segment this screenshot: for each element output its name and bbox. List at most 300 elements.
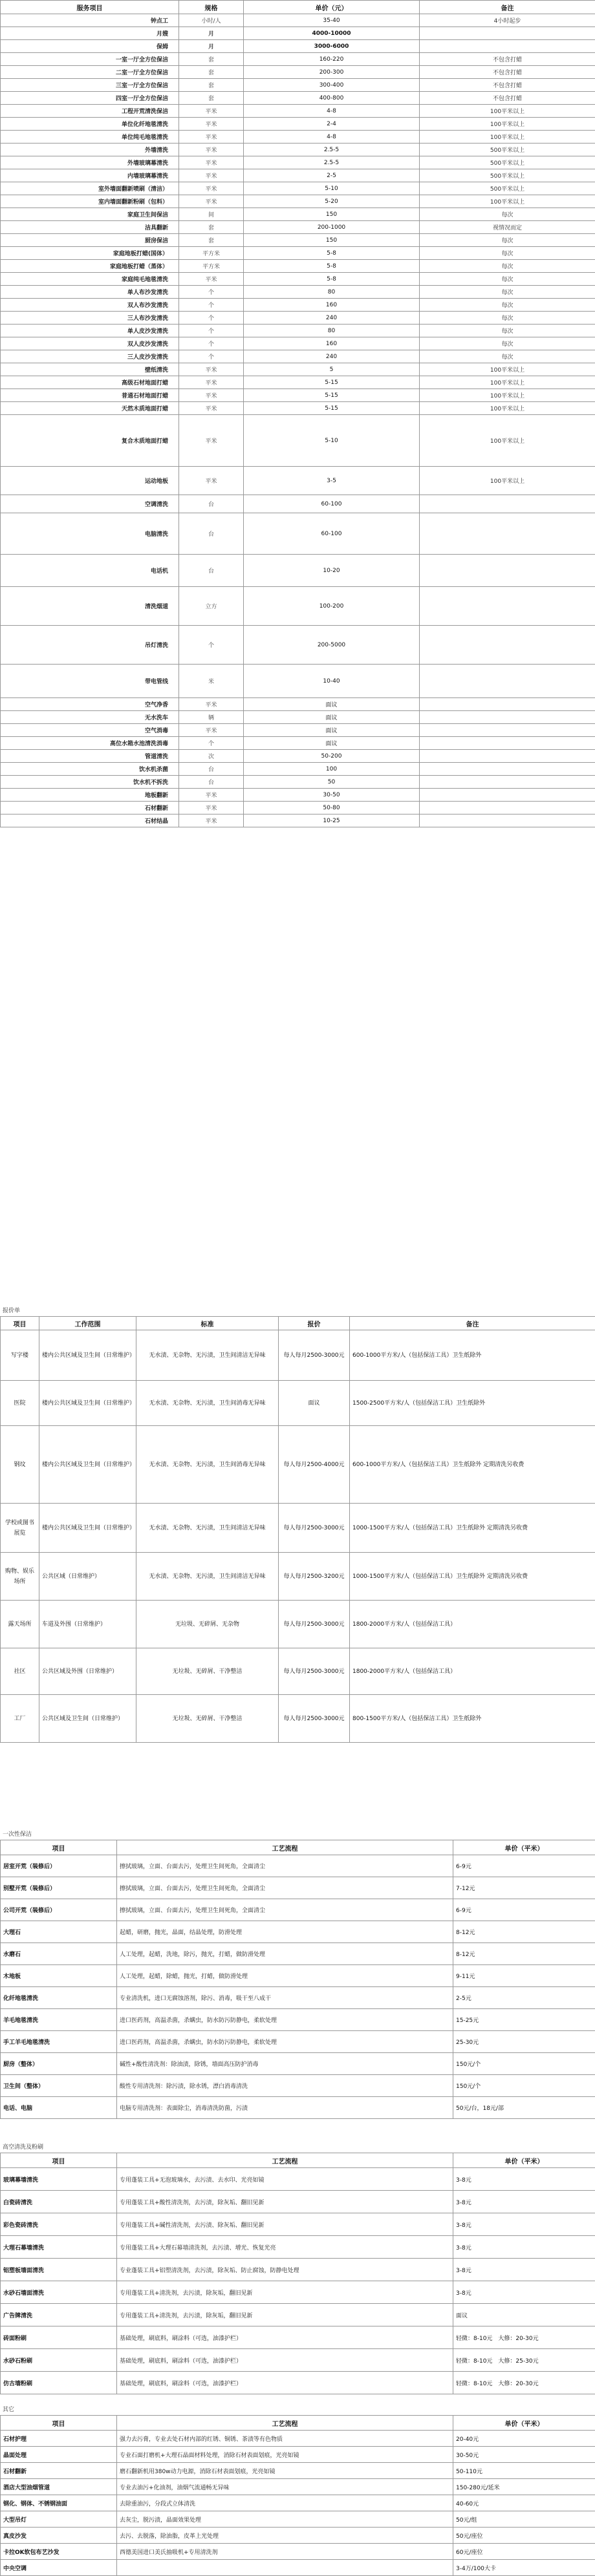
row-price: 3-8元 [453,2259,595,2281]
row-process: 擦拭玻璃，立面、台面去污，处理卫生间死角，全面清尘 [117,1855,453,1877]
row-item: 卫生间（整体） [1,2075,117,2097]
service-unit: 个 [179,737,244,750]
row-item: 中央空调 [1,2560,117,2576]
high-altitude-table [0,2153,595,2394]
service-name: 石材翻新 [1,802,179,814]
row-process: 擦拭玻璃，立面、台面去污，处理卫生间死角，全面清尘 [117,1877,453,1899]
table-row [1,495,595,513]
service-price: 300-400 [244,79,420,92]
table-row [1,1648,595,1695]
row-item: 水磨石 [1,1943,117,1965]
table-row [1,555,595,587]
table-row [1,626,595,665]
table-row [1,350,595,363]
table-row [1,234,595,247]
quote-item: 钢坟 [1,1426,39,1504]
quote-standard: 无垃圾、无碎屑、无杂物 [136,1601,279,1648]
service-note: 视情况而定 [420,221,595,234]
row-process: 电脑专用清洗剂：表面除尘，消毒清洗防菌，污渍 [117,2097,453,2119]
service-note: 100平米以上 [420,105,595,118]
service-name: 地板翻新 [1,789,179,802]
service-price: 4-8 [244,105,420,118]
row-process: 进口医药剂，高温杀菌，杀螨虫，防水防污防静电，柔软处理 [117,2031,453,2053]
row-price: 轻微：8-10元 大修：20-30元 [453,2326,595,2349]
row-price: 50元/座位 [453,2528,595,2544]
service-name: 单人皮沙发清洗 [1,325,179,337]
table-header-row [1,2416,595,2431]
service-name: 洁具翻新 [1,221,179,234]
row-price: 3-8元 [453,2236,595,2259]
quote-note: 600-1000平方米/人（包括保洁工具）卫生纸除外 定期清洗另收费 [350,1426,595,1504]
other-services-table [0,2415,595,2576]
service-note: 不包含打蜡 [420,79,595,92]
service-note: 100平米以上 [420,118,595,131]
service-price: 4000-10000 [244,27,420,40]
service-note [420,776,595,789]
header-process: 工艺流程 [117,2416,453,2431]
table-row [1,247,595,260]
service-unit: 套 [179,79,244,92]
service-note [420,698,595,711]
table-row [1,1695,595,1743]
service-price: 5-15 [244,389,420,402]
row-item: 酒店大型油烟管道 [1,2479,117,2495]
service-price: 面议 [244,737,420,750]
service-note [420,495,595,513]
table-row [1,587,595,626]
table-row [1,2213,595,2236]
header-price: 单价（元） [244,1,420,14]
table-row [1,513,595,555]
service-note: 500平米以上 [420,156,595,169]
service-name: 外墙清洗 [1,144,179,156]
row-item: 大理石 [1,1921,117,1943]
row-process: 专业去油污+化油剂，油烟气流通畅无异味 [117,2479,453,2495]
service-price: 3000-6000 [244,40,420,53]
service-note: 每次 [420,325,595,337]
service-unit: 个 [179,350,244,363]
service-unit: 个 [179,325,244,337]
service-price: 5 [244,363,420,376]
quote-scope: 公共区域及外围（日常维护） [39,1648,136,1695]
service-name: 清洗烟道 [1,587,179,626]
quote-standard: 无水渍、无杂物、无污渍，卫生间清洁无异味 [136,1504,279,1553]
service-price: 5-20 [244,195,420,208]
table-row [1,1921,595,1943]
service-unit: 月 [179,40,244,53]
table-row [1,27,595,40]
service-note: 100平米以上 [420,389,595,402]
row-item: 大理石幕墙清洗 [1,2236,117,2259]
row-process: 磨石翻新机用380w动力电源，消除石材表面划痕，光亮如镜 [117,2463,453,2479]
row-price: 6-9元 [453,1855,595,1877]
header-unit-price: 单价（平米） [453,2416,595,2431]
quote-item: 写字楼 [1,1330,39,1381]
table-row [1,750,595,763]
service-price: 50-200 [244,750,420,763]
service-unit: 平米 [179,376,244,389]
service-price-table [0,0,595,827]
header-item: 项目 [1,2153,117,2168]
service-unit: 套 [179,53,244,66]
row-item: 仿古墙粉刷 [1,2372,117,2394]
service-name: 高级石材地面打蜡 [1,376,179,389]
table-row [1,814,595,827]
service-note [420,27,595,40]
service-price: 5-10 [244,182,420,195]
table-row [1,208,595,221]
service-name: 钟点工 [1,14,179,27]
table-row [1,698,595,711]
table-row [1,2479,595,2495]
service-note [420,665,595,698]
service-price: 400-800 [244,92,420,105]
service-unit: 平米 [179,182,244,195]
service-unit: 间 [179,208,244,221]
row-item: 晶面处理 [1,2447,117,2463]
row-process: 专业蓬装工具+铝塑清洗剂，去污渍，除灰垢、防止腐蚀，防静电处理 [117,2259,453,2281]
service-note: 100平米以上 [420,131,595,144]
table-row [1,737,595,750]
service-note [420,711,595,724]
table-row [1,389,595,402]
table-row [1,724,595,737]
service-price: 10-20 [244,555,420,587]
service-unit: 套 [179,92,244,105]
service-unit: 个 [179,299,244,312]
table-row [1,776,595,789]
service-unit: 小时/人 [179,14,244,27]
table-row [1,299,595,312]
service-price: 面议 [244,711,420,724]
header-item: 项目 [1,1840,117,1855]
service-price: 3-5 [244,467,420,495]
service-name: 单位化纤地毯清洗 [1,118,179,131]
service-note: 每次 [420,247,595,260]
row-price: 3-4万/100大卡 [453,2560,595,2576]
table-row [1,1504,595,1553]
service-name: 月嫂 [1,27,179,40]
service-name: 空气消毒 [1,724,179,737]
row-process: 起蜡，研磨，抛光，晶面，结晶处理，防滑处理 [117,1921,453,1943]
row-item: 玻璃幕墙清洗 [1,2168,117,2191]
quote-scope: 楼内公共区域及卫生间（日常维护） [39,1330,136,1381]
table-row [1,376,595,389]
row-price: 3-8元 [453,2281,595,2304]
row-item: 钢化、钢体、不锈钢油面 [1,2495,117,2511]
table-row [1,337,595,350]
quote-item: 社区 [1,1648,39,1695]
header-item: 项目 [1,2416,117,2431]
service-note [420,587,595,626]
row-item: 铝塑板墙面清洗 [1,2259,117,2281]
service-name: 复合木质地面打蜡 [1,415,179,467]
row-process: 西德美国进口美氏抽吸机+专用清洗剂 [117,2544,453,2560]
table-row [1,2372,595,2394]
table-row [1,1877,595,1899]
service-name: 无水洗车 [1,711,179,724]
service-price: 200-5000 [244,626,420,665]
row-price: 25-30元 [453,2031,595,2053]
service-unit: 米 [179,665,244,698]
quote-price: 每人每月2500-3000元 [279,1504,350,1553]
table-row [1,2463,595,2479]
table-row [1,763,595,776]
service-price: 5-8 [244,247,420,260]
service-name: 带电管线 [1,665,179,698]
service-note [420,750,595,763]
table-row [1,273,595,286]
quote-note: 800-1500平方米/人（包括保洁工具）卫生纸除外 [350,1695,595,1743]
service-name: 高位水箱水池清洗消毒 [1,737,179,750]
quote-price: 每人每月2500-3000元 [279,1648,350,1695]
row-price: 8-12元 [453,1921,595,1943]
row-price: 7-12元 [453,1877,595,1899]
service-name: 吊灯清洗 [1,626,179,665]
service-unit: 平米 [179,169,244,182]
service-note: 每次 [420,286,595,299]
service-name: 单人布沙发清洗 [1,286,179,299]
service-unit: 平米 [179,415,244,467]
table-row [1,144,595,156]
service-note [420,724,595,737]
service-name: 一室一厅全方位保洁 [1,53,179,66]
table-row [1,363,595,376]
row-price: 3-8元 [453,2191,595,2213]
table-row [1,2349,595,2372]
section-label-quote: 报价单 [3,1306,20,1314]
service-note: 100平米以上 [420,467,595,495]
row-item: 彩色瓷砖清洗 [1,2213,117,2236]
service-unit: 平米 [179,105,244,118]
service-note: 不包含打蜡 [420,92,595,105]
service-name: 普通石材地面打蜡 [1,389,179,402]
service-name: 饮水机杀菌 [1,763,179,776]
table-row [1,402,595,415]
service-note: 100平米以上 [420,195,595,208]
row-price: 40-60元 [453,2495,595,2511]
table-row [1,40,595,53]
row-price: 150元/个 [453,2075,595,2097]
service-note: 500平米以上 [420,182,595,195]
service-unit: 平米 [179,131,244,144]
row-process: 基础处理，刷底料，刷涂料（可选，油漆护栏） [117,2372,453,2394]
service-note [420,814,595,827]
service-note [420,40,595,53]
table-row [1,2031,595,2053]
service-note: 每次 [420,260,595,273]
service-name: 二室一厅全方位保洁 [1,66,179,79]
table-row [1,169,595,182]
service-price: 5-15 [244,402,420,415]
row-process: 专业清洗机，进口无腐蚀溶剂，除污、消毒，吸干至八成干 [117,1987,453,2009]
table-row [1,131,595,144]
row-price: 30-50元 [453,2447,595,2463]
service-price: 100-200 [244,587,420,626]
service-price: 60-100 [244,495,420,513]
quote-note: 1800-2000平方米/人（包括保洁工具） [350,1648,595,1695]
service-name: 双人皮沙发清洗 [1,337,179,350]
quote-standard: 无垃圾、无碎屑、干净整洁 [136,1648,279,1695]
header-quote: 报价 [279,1317,350,1330]
service-price: 35-40 [244,14,420,27]
row-item: 石材翻新 [1,2463,117,2479]
service-name: 单位纯毛地毯清洗 [1,131,179,144]
service-note: 500平米以上 [420,144,595,156]
service-price: 200-1000 [244,221,420,234]
table-row [1,1899,595,1921]
service-price: 面议 [244,724,420,737]
service-name: 室内墙面翻新粉刷（包料） [1,195,179,208]
service-note: 100平米以上 [420,363,595,376]
row-item: 手工羊毛地毯清洗 [1,2031,117,2053]
row-process: 去除重油污，分段式立体清洗 [117,2495,453,2511]
table-row [1,2236,595,2259]
service-unit: 平米 [179,789,244,802]
service-note: 每次 [420,234,595,247]
service-price: 60-100 [244,513,420,555]
quote-scope: 楼内公共区域及卫生间（日常维护） [39,1381,136,1426]
quote-price: 面议 [279,1381,350,1426]
row-price: 2-5元 [453,1987,595,2009]
service-note: 100平米以上 [420,402,595,415]
table-row [1,1330,595,1381]
quote-standard: 无水渍、无杂物、无污渍，卫生间消毒无异味 [136,1381,279,1426]
service-name: 电话机 [1,555,179,587]
row-price: 3-8元 [453,2213,595,2236]
service-name: 壁纸清洗 [1,363,179,376]
row-item: 水砂石墙面清洗 [1,2281,117,2304]
service-name: 天然木质地面打蜡 [1,402,179,415]
row-item: 大型吊灯 [1,2511,117,2528]
service-price: 5-15 [244,376,420,389]
service-price: 150 [244,208,420,221]
section-label-onetime: 一次性保洁 [3,1829,32,1838]
row-price: 8-12元 [453,1943,595,1965]
quote-standard: 无水渍、无杂物、无污渍，卫生间清洁无异味 [136,1330,279,1381]
row-item: 化纤地毯清洗 [1,1987,117,2009]
service-name: 双人布沙发清洗 [1,299,179,312]
table-row [1,2511,595,2528]
row-price: 轻微：8-10元 大修：20-30元 [453,2372,595,2394]
table-row [1,79,595,92]
service-price: 4-8 [244,131,420,144]
row-process: 专用蓬装工具+酸性清洗剂，去污渍，除灰垢、翻旧见新 [117,2191,453,2213]
service-unit: 平米 [179,118,244,131]
table-row [1,2097,595,2119]
service-name: 管道清洗 [1,750,179,763]
service-unit: 立方 [179,587,244,626]
service-note [420,789,595,802]
service-price: 160-220 [244,53,420,66]
service-price: 30-50 [244,789,420,802]
table-row [1,325,595,337]
quote-note: 1000-1500平方米/人（包括保洁工具）卫生纸除外 定期清洗另收费 [350,1504,595,1553]
service-unit: 个 [179,286,244,299]
table-row [1,14,595,27]
header-remark: 备注 [350,1317,595,1330]
table-row [1,118,595,131]
header-note: 备注 [420,1,595,14]
row-item: 卡拉OK软包布艺沙发 [1,2544,117,2560]
row-process: 基础处理，刷底料，刷涂料（可选，油漆护栏） [117,2326,453,2349]
row-price: 50-110元 [453,2463,595,2479]
quote-standard: 无水渍、无杂物、无污渍，卫生间清洁无异味 [136,1553,279,1601]
quote-standard: 无垃圾、无碎屑、干净整洁 [136,1695,279,1743]
service-unit: 套 [179,66,244,79]
row-process: 人工处理，起蜡，洗地，除污，抛光，打蜡，做防滑处理 [117,1943,453,1965]
table-row [1,2259,595,2281]
service-name: 家庭地板打蜡（蒸体） [1,260,179,273]
service-unit: 辆 [179,711,244,724]
service-unit: 个 [179,626,244,665]
service-unit: 平米 [179,467,244,495]
service-note: 不包含打蜡 [420,66,595,79]
row-item: 居室开荒（装修后） [1,1855,117,1877]
header-process: 工艺流程 [117,1840,453,1855]
quote-note: 1500-2500平方米/人（包括保洁工具）卫生纸除外 [350,1381,595,1426]
service-price: 160 [244,299,420,312]
quote-note: 1800-2000平方米/人（包括保洁工具） [350,1601,595,1648]
service-price: 2.5-5 [244,144,420,156]
row-process: 进口医药剂，高温杀菌，杀螨虫，防水防污防静电，柔软处理 [117,2009,453,2031]
service-price: 5-10 [244,415,420,467]
row-price: 15-25元 [453,2009,595,2031]
row-process: 专业石面打磨机+大理石晶面材料处理，消除石材表面划痕，光亮如镜 [117,2447,453,2463]
quote-price: 每人每月2500-3000元 [279,1330,350,1381]
table-row [1,182,595,195]
header-scope: 工作范围 [39,1317,136,1330]
service-name: 饮水机不拆洗 [1,776,179,789]
quote-scope: 车道及外围（日常维护） [39,1601,136,1648]
table-row [1,53,595,66]
service-unit: 台 [179,555,244,587]
service-note: 每次 [420,312,595,325]
service-price: 50 [244,776,420,789]
service-name: 家庭卫生间保洁 [1,208,179,221]
table-row [1,2009,595,2031]
row-process: 强力去污膏，专业去处石材内部的红锈、铜锈、茶渍等有色物质 [117,2431,453,2447]
table-header-row [1,1317,595,1330]
service-name: 四室一厅全方位保洁 [1,92,179,105]
service-unit: 个 [179,312,244,325]
service-name: 空气净香 [1,698,179,711]
row-process: 去污、去脱落，除油脂，皮革上光处理 [117,2528,453,2544]
service-name: 电脑清洗 [1,513,179,555]
service-note: 每次 [420,208,595,221]
service-price: 160 [244,337,420,350]
header-unit-price: 单价（平米） [453,1840,595,1855]
quote-note: 600-1000平方米/人（包括保洁工具）卫生纸除外 [350,1330,595,1381]
service-name: 空调清洗 [1,495,179,513]
table-header-row [1,1,595,14]
row-process: 专用蓬装工具+碱性清洗剂，去污渍、除灰垢、翻旧见新 [117,2213,453,2236]
service-price: 5-8 [244,273,420,286]
header-spec: 规格 [179,1,244,14]
row-price: 60元/座位 [453,2544,595,2560]
service-unit: 平米 [179,698,244,711]
table-row [1,802,595,814]
service-note: 100平米以上 [420,376,595,389]
service-unit: 台 [179,776,244,789]
row-item: 羊毛地毯清洗 [1,2009,117,2031]
table-row [1,1855,595,1877]
service-price: 面议 [244,698,420,711]
service-price: 80 [244,325,420,337]
quote-scope: 公共区域及卫生间（日常维护） [39,1695,136,1743]
table-row [1,2528,595,2544]
table-row [1,467,595,495]
